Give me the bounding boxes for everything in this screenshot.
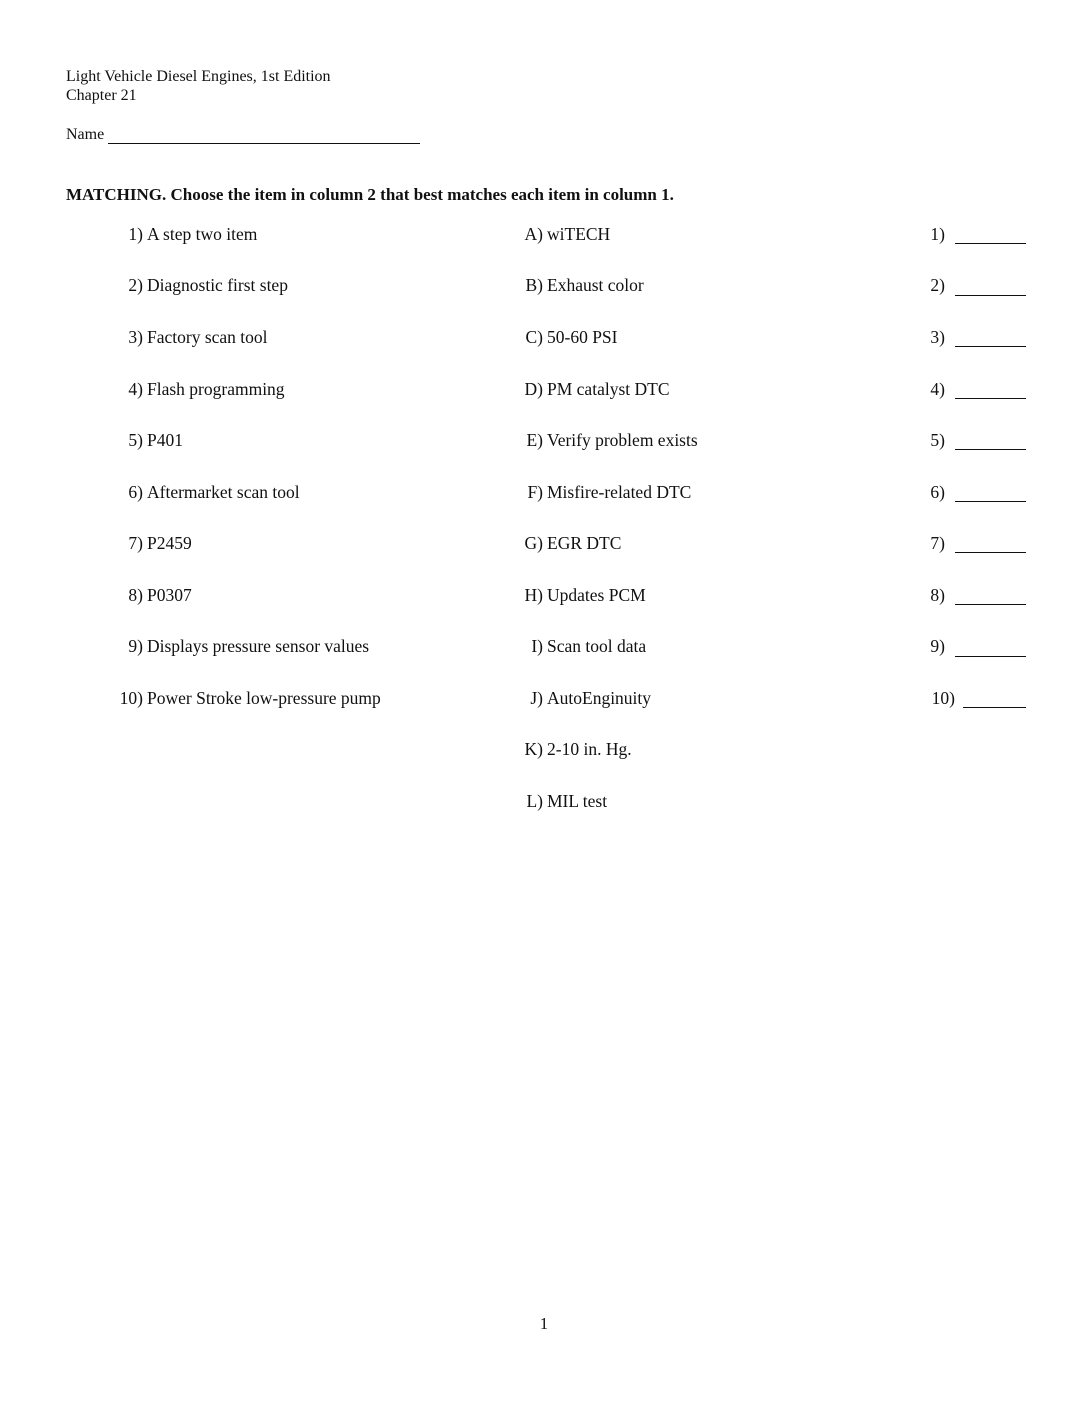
col2-item: AutoEnginuity <box>547 688 652 708</box>
col2-letter: L) <box>526 791 543 811</box>
col1-number: 7) <box>128 533 143 553</box>
answer-number: 8) <box>930 585 945 605</box>
answer-blank[interactable] <box>955 398 1026 399</box>
col2-letter: J) <box>530 688 543 708</box>
col2-letter: D) <box>524 379 543 399</box>
col2-letter: E) <box>526 430 543 450</box>
col1-number: 5) <box>128 430 143 450</box>
col2-item: MIL test <box>547 791 608 811</box>
col1-item: A step two item <box>147 224 258 244</box>
book-title: Light Vehicle Diesel Engines, 1st Edition <box>66 68 331 85</box>
answer-number: 6) <box>930 482 945 502</box>
answer-blank[interactable] <box>955 449 1026 450</box>
page-number: 1 <box>539 1314 549 1333</box>
col1-number: 10) <box>119 688 143 708</box>
answer-number: 9) <box>930 636 945 656</box>
answer-blank[interactable] <box>955 656 1026 657</box>
col2-item: 50-60 PSI <box>547 327 618 347</box>
col1-item: Aftermarket scan tool <box>147 482 300 502</box>
col2-letter: I) <box>531 636 543 656</box>
col1-number: 8) <box>128 585 143 605</box>
answer-blank[interactable] <box>963 707 1026 708</box>
col1-number: 1) <box>128 224 143 244</box>
col2-item: Updates PCM <box>547 585 646 605</box>
answer-number: 4) <box>930 379 945 399</box>
answer-number: 1) <box>930 224 945 244</box>
col2-item: 2-10 in. Hg. <box>547 739 632 759</box>
col2-item: wiTECH <box>547 224 611 244</box>
answer-number: 7) <box>930 533 945 553</box>
col2-item: Verify problem exists <box>547 430 698 450</box>
col1-item: Power Stroke low-pressure pump <box>147 688 381 708</box>
chapter-label: Chapter 21 <box>66 87 137 104</box>
col2-item: PM catalyst DTC <box>547 379 670 399</box>
col1-item: Factory scan tool <box>147 327 268 347</box>
answer-blank[interactable] <box>955 552 1026 553</box>
col2-letter: H) <box>524 585 543 605</box>
col1-item: Displays pressure sensor values <box>147 636 370 656</box>
col1-number: 2) <box>128 275 143 295</box>
answer-blank[interactable] <box>955 243 1026 244</box>
answer-number: 2) <box>930 275 945 295</box>
col2-letter: K) <box>524 739 543 759</box>
answer-blank[interactable] <box>955 501 1026 502</box>
col1-item: P0307 <box>147 585 192 605</box>
answer-number: 10) <box>931 688 955 708</box>
col1-item: Flash programming <box>147 379 285 399</box>
answer-blank[interactable] <box>955 346 1026 347</box>
col2-item: Misfire-related DTC <box>547 482 692 502</box>
col1-item: P401 <box>147 430 183 450</box>
col1-item: P2459 <box>147 533 192 553</box>
col1-number: 4) <box>128 379 143 399</box>
col1-number: 3) <box>128 327 143 347</box>
col2-item: Exhaust color <box>547 275 644 295</box>
instructions: MATCHING. Choose the item in column 2 that best matches each item in column 1. <box>66 185 674 204</box>
answer-number: 5) <box>930 430 945 450</box>
answer-blank[interactable] <box>955 295 1026 296</box>
col1-number: 6) <box>128 482 143 502</box>
col1-item: Diagnostic first step <box>147 275 288 295</box>
col2-letter: B) <box>525 275 543 295</box>
col2-letter: C) <box>525 327 543 347</box>
name-field[interactable] <box>108 143 420 144</box>
answer-blank[interactable] <box>955 604 1026 605</box>
col2-item: EGR DTC <box>547 533 622 553</box>
col2-letter: F) <box>527 482 543 502</box>
col2-letter: G) <box>524 533 543 553</box>
col2-item: Scan tool data <box>547 636 647 656</box>
answer-number: 3) <box>930 327 945 347</box>
col2-letter: A) <box>524 224 543 244</box>
name-label: Name <box>66 126 105 143</box>
col1-number: 9) <box>128 636 143 656</box>
